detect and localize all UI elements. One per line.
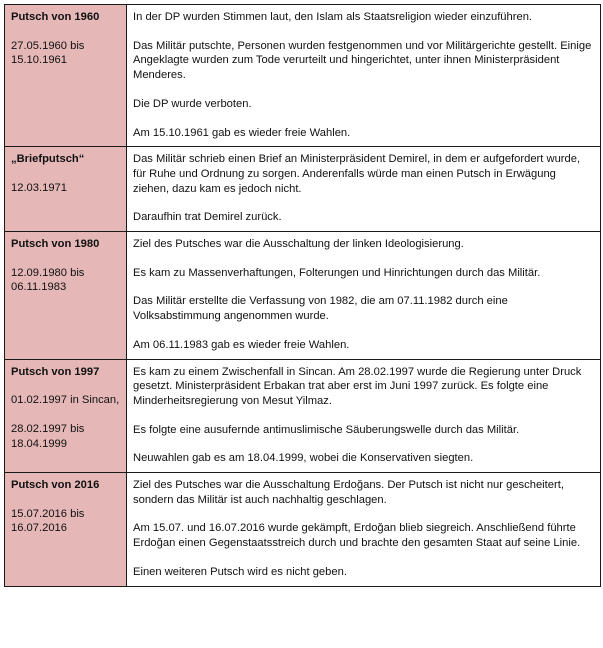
description-cell	[127, 147, 601, 232]
description-paragraph: Am 15.10.1961 gab es wieder freie Wahlen.	[133, 126, 351, 139]
event-dates: 12.09.1980 bis 06.11.1983	[11, 266, 85, 294]
description-paragraph: Das Militär schrieb einen Brief an Ministerpräsident Demirel, in dem er aufgefordert wurde, für Ruhe und Ordnung zu sorgen. Anderenfalls würde man einen Putsch in Erwägung ziehen, dazu kam es jedoch nicht.	[133, 153, 581, 195]
event-cell	[5, 232, 127, 360]
description-paragraph: Neuwahlen gab es am 18.04.1999, wobei die Konservativen siegten.	[133, 452, 474, 465]
description-paragraph: Das Militär erstellte die Verfassung von 1982, die am 07.11.1982 durch eine Volksabstimmung angenommen wurde.	[133, 295, 508, 323]
event-dates: 15.07.2016 bis 16.07.2016	[11, 507, 85, 535]
description-paragraph: Es folgte eine ausufernde antimuslimische Säuberungswelle durch das Militär.	[133, 423, 520, 436]
description-cell	[127, 359, 601, 473]
event-dates: 01.02.1997 in Sincan,	[11, 394, 120, 407]
description-paragraph: Ziel des Putsches war die Ausschaltung der linken Ideologisierung.	[133, 238, 464, 251]
description-paragraph: Ziel des Putsches war die Ausschaltung Erdoğans. Der Putsch ist nicht nur gescheitert, sondern das Militär ist auch nachhaltig geschlagen.	[133, 479, 564, 506]
event-title: Putsch von 2016	[11, 479, 100, 492]
coup-table	[4, 4, 601, 587]
description-cell	[127, 232, 601, 360]
description-paragraph: Die DP wurde verboten.	[133, 97, 252, 110]
description-paragraph: Einen weiteren Putsch wird es nicht geben.	[133, 565, 347, 578]
table-row	[5, 147, 601, 232]
table-row	[5, 5, 601, 147]
document-page	[4, 4, 601, 587]
event-cell	[5, 359, 127, 473]
description-paragraph: Daraufhin trat Demirel zurück.	[133, 211, 282, 224]
event-dates: 27.05.1960 bis 15.10.1961	[11, 39, 85, 67]
description-paragraph: Am 06.11.1983 gab es wieder freie Wahlen.	[133, 338, 350, 351]
table-row	[5, 473, 601, 587]
event-cell	[5, 473, 127, 587]
table-row	[5, 232, 601, 360]
event-cell	[5, 147, 127, 232]
description-paragraph: Es kam zu einem Zwischenfall in Sincan. Am 28.02.1997 wurde die Regierung unter Druck gesetzt. Ministerpräsident Erbakan trat aber erst im Juni 1997 zurück. Es folgte eine Minderheitsregierung von Mesut Yilmaz.	[133, 365, 582, 407]
description-paragraph: Das Militär putschte, Personen wurden festgenommen und vor Militärgerichte gestellt. Einige Angeklagte wurden zum Tode verurteilt und hingerichtet, unter ihnen Ministerpräsident Menderes.	[133, 39, 592, 82]
table-row	[5, 359, 601, 473]
event-title: Putsch von 1960	[11, 11, 100, 23]
event-cell	[5, 5, 127, 147]
event-title: Putsch von 1980	[11, 238, 100, 251]
event-title: „Briefputsch“	[11, 153, 85, 166]
description-cell	[127, 5, 601, 147]
event-dates: 12.03.1971	[11, 181, 67, 194]
event-title: Putsch von 1997	[11, 365, 100, 378]
description-paragraph: In der DP wurden Stimmen laut, den Islam als Staatsreligion wieder einzuführen.	[133, 11, 533, 23]
description-paragraph: Am 15.07. und 16.07.2016 wurde gekämpft, Erdoğan blieb siegreich. Anschließend führte Erdoğan einen Gegenstaatsstreich durch und brachte den gesamten Staat auf seine Linie.	[133, 522, 581, 550]
description-cell	[127, 473, 601, 587]
event-dates: 28.02.1997 bis 18.04.1999	[11, 422, 85, 450]
description-paragraph: Es kam zu Massenverhaftungen, Folterungen und Hinrichtungen durch das Militär.	[133, 266, 541, 279]
